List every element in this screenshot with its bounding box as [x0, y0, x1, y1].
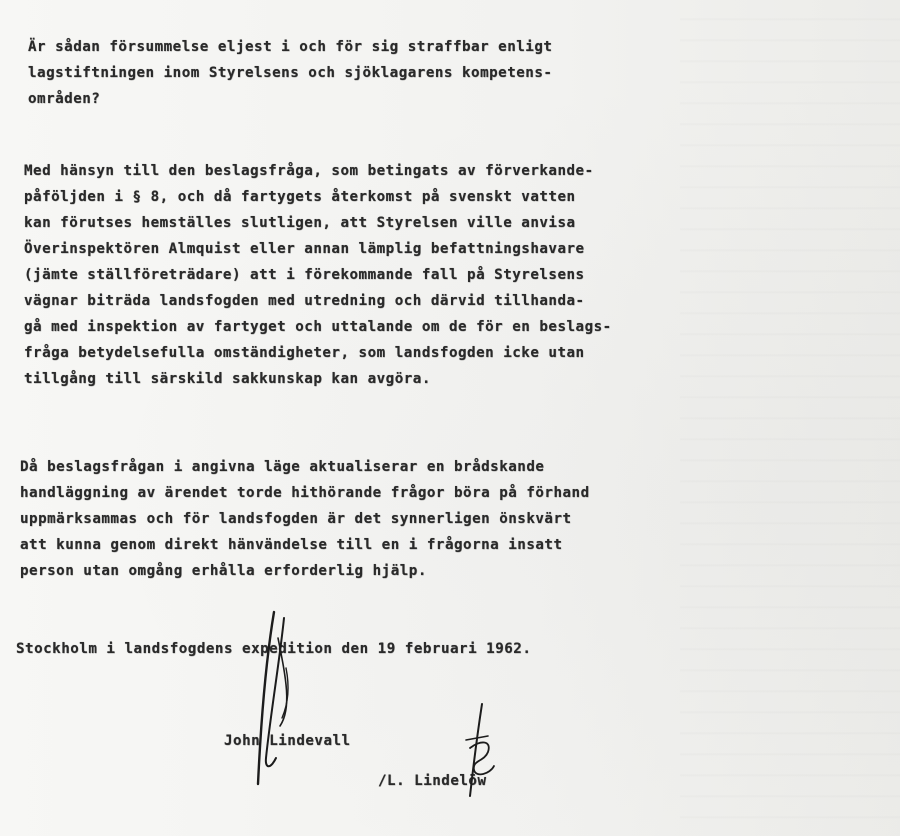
text-line: Stockholm i landsfogdens expedition den 19 februari 1962. [16, 641, 532, 657]
text-line: kan förutses hemställes slutligen, att Styrelsen ville anvisa [24, 215, 576, 231]
text-line: tillgång till särskild sakkunskap kan avgöra. [24, 371, 431, 387]
bleed-through-shadow [680, 0, 900, 836]
signatory-name-2 [378, 768, 487, 794]
handwritten-signature-1 [240, 608, 310, 786]
text-line: vägnar biträda landsfogden med utredning och därvid tillhanda- [24, 293, 585, 309]
text-line: John Lindevall [224, 733, 351, 749]
closing-date-line [16, 636, 531, 662]
text-line: att kunna genom direkt hänvändelse till en i frågorna insatt [20, 537, 563, 553]
text-line: påföljden i § 8, och då fartygets återkomst på svenskt vatten [24, 189, 576, 205]
text-line: Överinspektören Almquist eller annan lämplig befattningshavare [24, 241, 585, 257]
text-line: gå med inspektion av fartyget och uttalande om de för en beslags- [24, 319, 612, 335]
text-line: Då beslagsfrågan i angivna läge aktualiserar en brådskande [20, 459, 545, 475]
text-line: fråga betydelsefulla omständigheter, som landsfogden icke utan [24, 345, 585, 361]
text-line: handläggning av ärendet torde hithörande frågor böra på förhand [20, 485, 590, 501]
text-line: Med hänsyn till den beslagsfråga, som betingats av förverkande- [24, 163, 594, 179]
text-line: uppmärksammas och för landsfogden är det synnerligen önskvärt [20, 511, 572, 527]
text-line: Är sådan försummelse eljest i och för sig straffbar enligt [28, 39, 553, 55]
paragraph-question [28, 34, 552, 112]
text-line: /L. Lindelöw [378, 773, 487, 789]
signatory-name-1 [224, 728, 351, 754]
text-line: person utan omgång erhålla erforderlig hjälp. [20, 563, 427, 579]
text-line: (jämte ställföreträdare) att i förekommande fall på Styrelsens [24, 267, 585, 283]
paragraph-request [24, 158, 612, 392]
paragraph-urgency [20, 454, 590, 584]
text-line: lagstiftningen inom Styrelsens och sjöklagarens kompetens- [28, 65, 553, 81]
text-line: områden? [28, 91, 101, 107]
